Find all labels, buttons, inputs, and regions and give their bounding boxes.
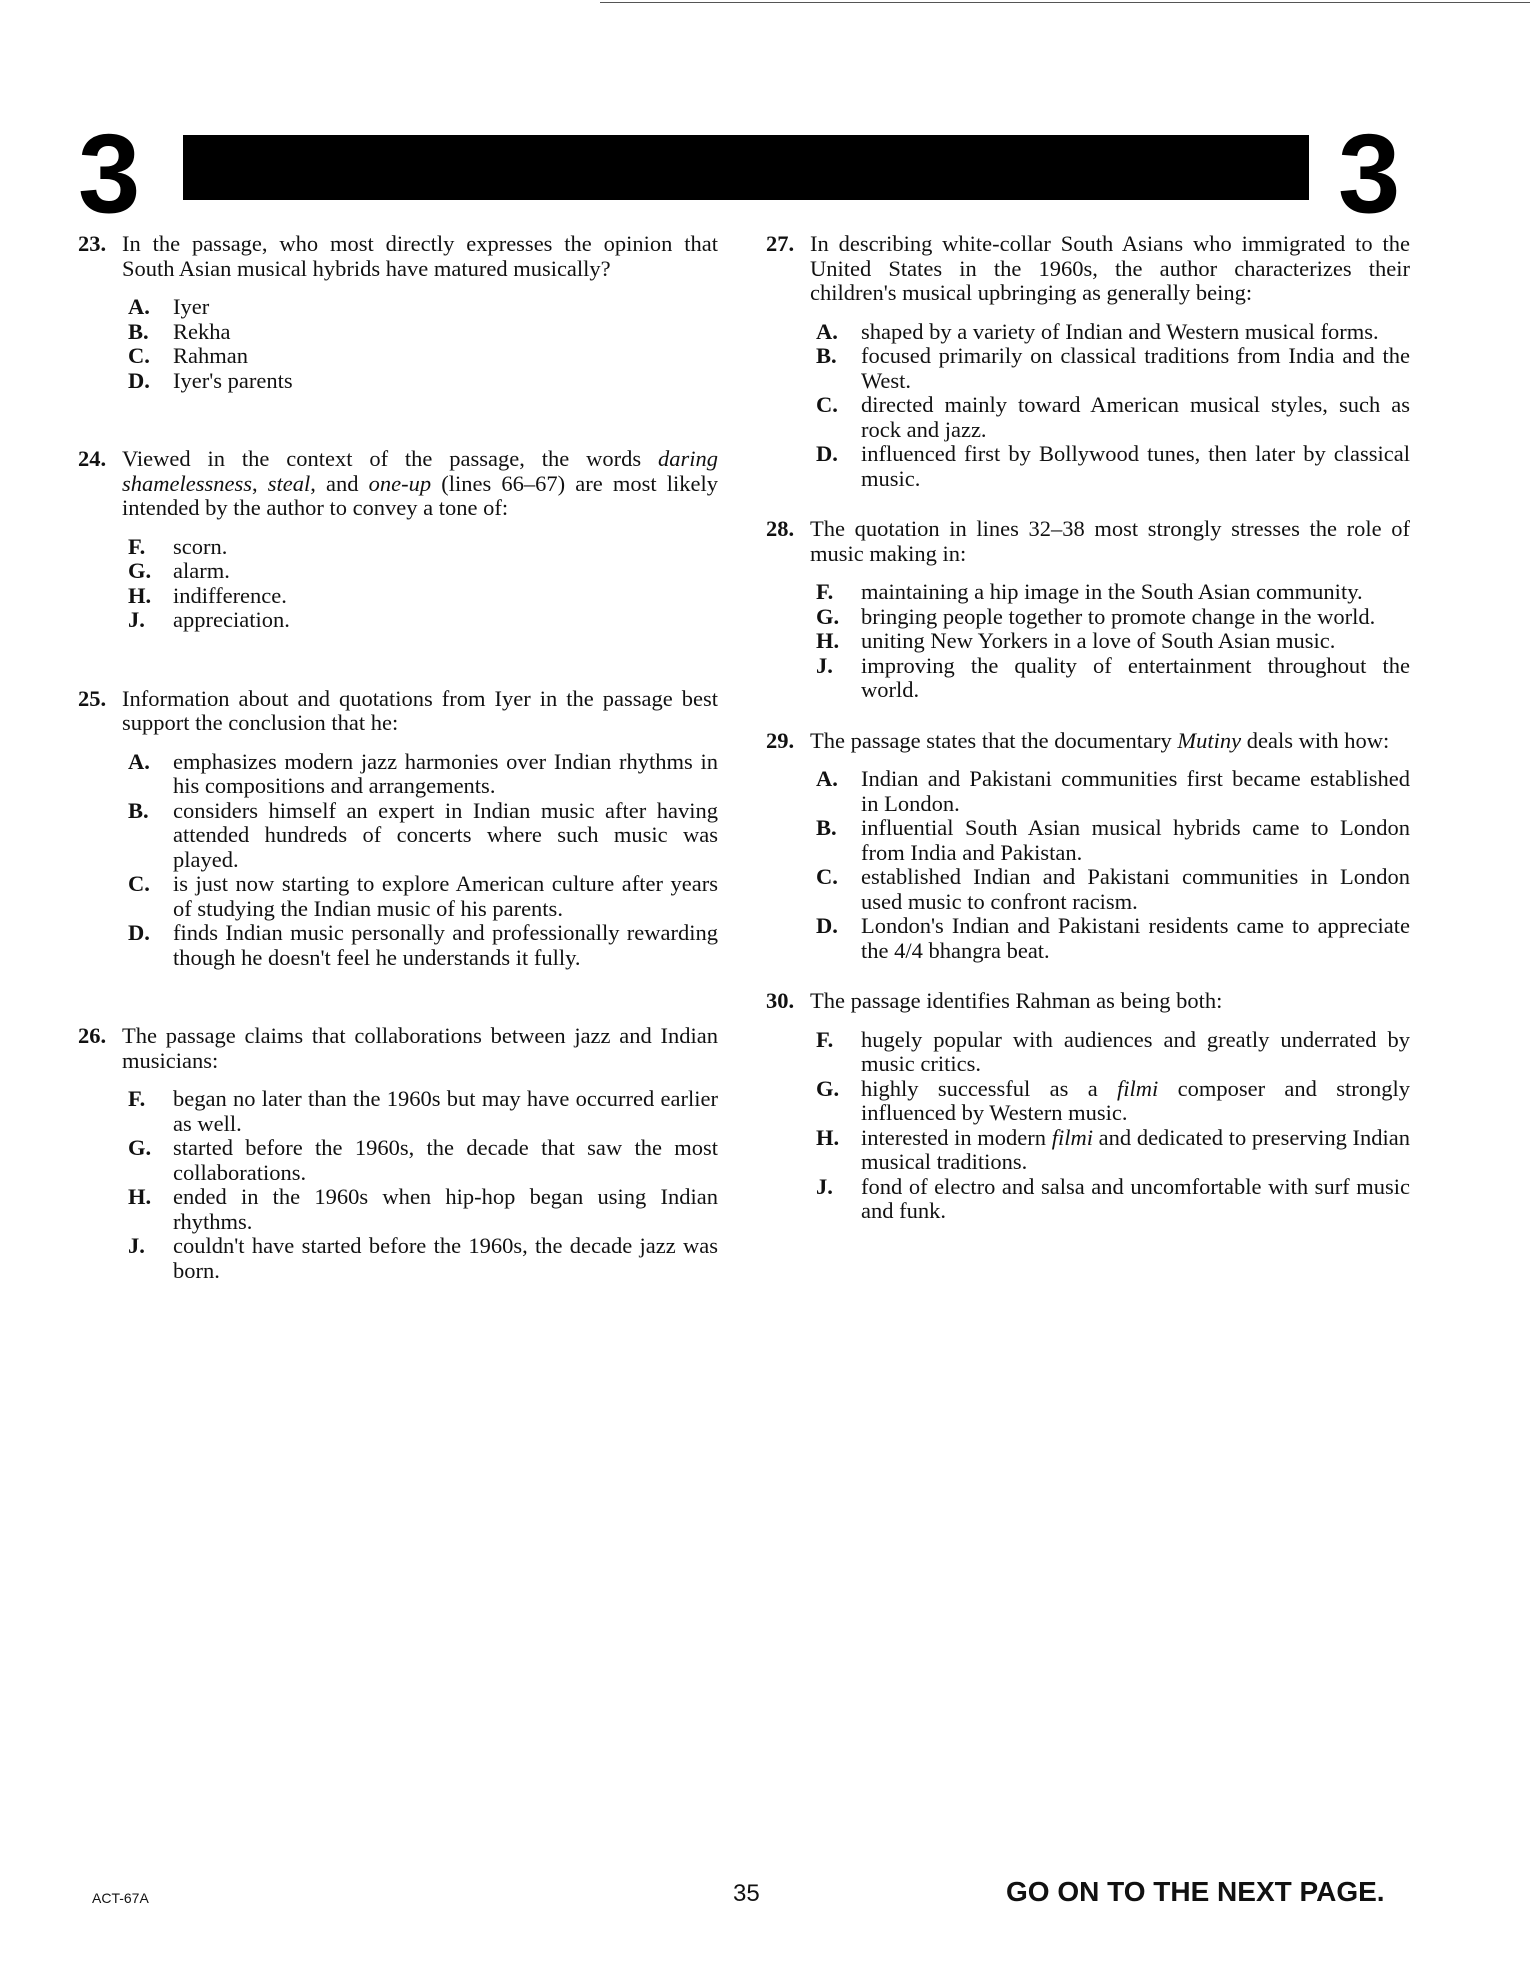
option-letter: G. bbox=[128, 558, 152, 583]
page-number: 35 bbox=[733, 1880, 760, 1907]
answer-option[interactable] bbox=[816, 1028, 1410, 1077]
option-letter: G. bbox=[816, 603, 840, 629]
answer-option[interactable] bbox=[816, 344, 1410, 393]
option-letter: D. bbox=[128, 367, 150, 393]
quoted-term: steal bbox=[267, 470, 311, 496]
question-stem: Information about and quotations from Iyer in the passage best support the conclusion that he: bbox=[122, 685, 718, 735]
answer-option[interactable] bbox=[816, 580, 1410, 605]
top-rule bbox=[600, 2, 1530, 3]
option-text: directed mainly toward American musical styles, such as rock and jazz. bbox=[861, 392, 1410, 442]
question-25 bbox=[78, 687, 718, 971]
stem-text: , bbox=[252, 470, 268, 496]
option-letter: B. bbox=[128, 797, 149, 823]
answer-option[interactable] bbox=[816, 320, 1410, 345]
answer-options bbox=[128, 1087, 718, 1283]
question-stem bbox=[122, 447, 718, 521]
option-text: maintaining a hip image in the South Asian community. bbox=[861, 579, 1363, 604]
question-stem: The quotation in lines 32–38 most strongly stresses the role of music making in: bbox=[810, 516, 1410, 566]
question-number: 30. bbox=[766, 988, 795, 1013]
option-letter: F. bbox=[128, 1086, 146, 1111]
left-column bbox=[78, 232, 718, 1283]
option-text: Iyer bbox=[173, 294, 210, 319]
answer-options bbox=[816, 1028, 1410, 1224]
option-text: shaped by a variety of Indian and Western musical forms. bbox=[861, 318, 1379, 344]
question-28 bbox=[766, 517, 1410, 703]
option-letter: C. bbox=[816, 392, 838, 417]
option-letter: C. bbox=[128, 871, 150, 896]
option-text: influential South Asian musical hybrids came to London from India and Pakistan. bbox=[861, 815, 1410, 865]
option-letter: D. bbox=[128, 920, 150, 945]
option-text: hugely popular with audiences and greatly underrated by music critics. bbox=[861, 1026, 1410, 1076]
answer-option[interactable] bbox=[816, 393, 1410, 442]
option-text-part: highly successful as a bbox=[861, 1075, 1118, 1101]
option-text: alarm. bbox=[173, 558, 230, 583]
option-text: Rahman bbox=[173, 343, 248, 368]
answer-option[interactable] bbox=[816, 654, 1410, 703]
option-text: focused primarily on classical traditions from India and the West. bbox=[861, 343, 1410, 393]
answer-options bbox=[128, 750, 718, 971]
option-letter: J. bbox=[816, 652, 833, 678]
option-text: finds Indian music personally and professionally rewarding though he doesn't feel he understands it fully. bbox=[173, 920, 718, 970]
question-number: 24. bbox=[78, 446, 107, 471]
section-number-left: 3 bbox=[78, 111, 141, 236]
answer-option[interactable] bbox=[128, 1087, 718, 1136]
answer-option[interactable] bbox=[128, 608, 718, 633]
stem-text: (lines 66–67) are most likely intended by the author to convey a tone of: bbox=[122, 470, 718, 520]
option-text bbox=[861, 1126, 1410, 1175]
option-text: ended in the 1960s when hip-hop began using Indian rhythms. bbox=[173, 1184, 718, 1234]
question-stem bbox=[810, 729, 1410, 754]
stem-text: The passage states that the documentary bbox=[810, 727, 1178, 753]
question-number: 27. bbox=[766, 231, 795, 256]
option-letter: H. bbox=[816, 628, 840, 653]
italic-term: filmi bbox=[1117, 1075, 1159, 1101]
option-text: indifference. bbox=[173, 582, 287, 608]
option-letter: F. bbox=[816, 1026, 834, 1052]
option-letter: G. bbox=[816, 1075, 840, 1101]
question-stem: In describing white-collar South Asians who immigrated to the United States in the 1960s, the author characterizes their children's musical upbringing as generally being: bbox=[810, 231, 1410, 305]
option-text: couldn't have started before the 1960s, the decade jazz was born. bbox=[173, 1233, 718, 1283]
answer-option[interactable] bbox=[128, 750, 718, 799]
question-26 bbox=[78, 1024, 718, 1283]
option-text-part: composer and strongly influenced by Western music. bbox=[861, 1075, 1410, 1125]
option-text: Indian and Pakistani communities first became established in London. bbox=[861, 766, 1410, 816]
option-letter: J. bbox=[128, 607, 145, 632]
answer-option[interactable] bbox=[128, 799, 718, 873]
option-text: started before the 1960s, the decade that saw the most collaborations. bbox=[173, 1135, 718, 1185]
option-text: influenced first by Bollywood tunes, then later by classical music. bbox=[861, 441, 1410, 491]
option-text: fond of electro and salsa and uncomfortable with surf music and funk. bbox=[861, 1173, 1410, 1223]
stem-text: deals with how: bbox=[1241, 727, 1390, 753]
answer-option[interactable] bbox=[816, 865, 1410, 914]
option-letter: B. bbox=[128, 318, 149, 344]
option-text: appreciation. bbox=[173, 607, 290, 632]
next-page-notice: GO ON TO THE NEXT PAGE. bbox=[1006, 1876, 1385, 1907]
question-number: 28. bbox=[766, 516, 795, 541]
documentary-title: Mutiny bbox=[1177, 727, 1242, 753]
question-30 bbox=[766, 989, 1410, 1224]
option-text: emphasizes modern jazz harmonies over Indian rhythms in his compositions and arrangements. bbox=[173, 748, 718, 798]
answer-option[interactable] bbox=[128, 1136, 718, 1185]
option-text-part: interested in modern bbox=[861, 1124, 1052, 1150]
italic-term: filmi bbox=[1051, 1124, 1093, 1150]
answer-options bbox=[816, 320, 1410, 492]
question-stem: In the passage, who most directly expresses the opinion that South Asian musical hybrids have matured musically? bbox=[122, 231, 718, 281]
answer-options bbox=[816, 580, 1410, 703]
answer-option[interactable] bbox=[816, 767, 1410, 816]
option-letter: C. bbox=[128, 343, 150, 368]
option-letter: G. bbox=[128, 1135, 152, 1160]
question-number: 23. bbox=[78, 231, 107, 256]
question-number: 25. bbox=[78, 685, 107, 711]
question-number: 26. bbox=[78, 1023, 107, 1048]
answer-options bbox=[128, 295, 718, 393]
option-text: Rekha bbox=[173, 318, 231, 344]
answer-option[interactable] bbox=[816, 816, 1410, 865]
answer-option[interactable] bbox=[128, 344, 718, 369]
option-letter: A. bbox=[816, 766, 838, 791]
answer-option[interactable] bbox=[128, 369, 718, 394]
option-text: uniting New Yorkers in a love of South Asian music. bbox=[861, 628, 1336, 653]
option-text: established Indian and Pakistani communities in London used music to confront racism. bbox=[861, 864, 1410, 914]
answer-option[interactable] bbox=[128, 320, 718, 345]
answer-option[interactable] bbox=[816, 1175, 1410, 1224]
option-letter: D. bbox=[816, 913, 838, 938]
section-header-bar bbox=[183, 135, 1309, 200]
option-letter: F. bbox=[816, 579, 834, 604]
answer-option[interactable] bbox=[128, 921, 718, 970]
option-text: is just now starting to explore American culture after years of studying the Indian music of his parents. bbox=[173, 871, 718, 921]
answer-option[interactable] bbox=[128, 1234, 718, 1283]
answer-option[interactable] bbox=[816, 605, 1410, 630]
question-stem: The passage claims that collaborations between jazz and Indian musicians: bbox=[122, 1023, 718, 1073]
answer-option[interactable] bbox=[816, 629, 1410, 654]
option-text: began no later than the 1960s but may have occurred earlier as well. bbox=[173, 1086, 718, 1136]
stem-text: , and bbox=[310, 470, 369, 496]
answer-option[interactable] bbox=[128, 559, 718, 584]
option-text bbox=[861, 1077, 1410, 1126]
option-letter: A. bbox=[816, 318, 838, 344]
question-27 bbox=[766, 232, 1410, 491]
option-letter: H. bbox=[128, 1184, 152, 1209]
option-letter: A. bbox=[128, 294, 150, 319]
option-text: improving the quality of entertainment throughout the world. bbox=[861, 652, 1410, 702]
option-letter: B. bbox=[816, 343, 837, 368]
option-letter: B. bbox=[816, 815, 837, 840]
option-letter: J. bbox=[816, 1173, 833, 1199]
option-letter: J. bbox=[128, 1233, 145, 1258]
form-code: ACT-67A bbox=[92, 1890, 149, 1906]
answer-option[interactable] bbox=[816, 1077, 1410, 1126]
option-letter: C. bbox=[816, 864, 838, 889]
option-letter: F. bbox=[128, 533, 146, 559]
answer-option[interactable] bbox=[816, 1126, 1410, 1175]
option-text-part: and dedicated to preserving Indian musical traditions. bbox=[861, 1124, 1410, 1174]
answer-option[interactable] bbox=[128, 535, 718, 560]
answer-option[interactable] bbox=[816, 442, 1410, 491]
quoted-term: one-up bbox=[368, 470, 432, 496]
answer-options bbox=[128, 535, 718, 633]
answer-option[interactable] bbox=[816, 914, 1410, 963]
question-number: 29. bbox=[766, 727, 795, 753]
quoted-term: daring shamelessness bbox=[122, 446, 718, 496]
option-text: scorn. bbox=[173, 533, 228, 559]
question-29 bbox=[766, 729, 1410, 964]
question-24 bbox=[78, 447, 718, 633]
answer-option[interactable] bbox=[128, 872, 718, 921]
option-letter: D. bbox=[816, 441, 838, 466]
option-text: Iyer's parents bbox=[173, 367, 293, 393]
section-number-right: 3 bbox=[1338, 111, 1401, 236]
answer-option[interactable] bbox=[128, 295, 718, 320]
option-letter: A. bbox=[128, 748, 150, 774]
option-text: considers himself an expert in Indian music after having attended hundreds of concerts where such music was played. bbox=[173, 797, 718, 872]
question-23 bbox=[78, 232, 718, 393]
option-text: London's Indian and Pakistani residents came to appreciate the 4/4 bhangra beat. bbox=[861, 913, 1410, 963]
option-letter: H. bbox=[128, 582, 152, 608]
option-letter: H. bbox=[816, 1124, 840, 1150]
answer-option[interactable] bbox=[128, 584, 718, 609]
right-column bbox=[766, 232, 1410, 1224]
question-stem: The passage identifies Rahman as being both: bbox=[810, 988, 1223, 1013]
option-text: bringing people together to promote change in the world. bbox=[861, 603, 1376, 629]
answer-option[interactable] bbox=[128, 1185, 718, 1234]
answer-options bbox=[816, 767, 1410, 963]
stem-text: Viewed in the context of the passage, the words bbox=[122, 446, 658, 471]
